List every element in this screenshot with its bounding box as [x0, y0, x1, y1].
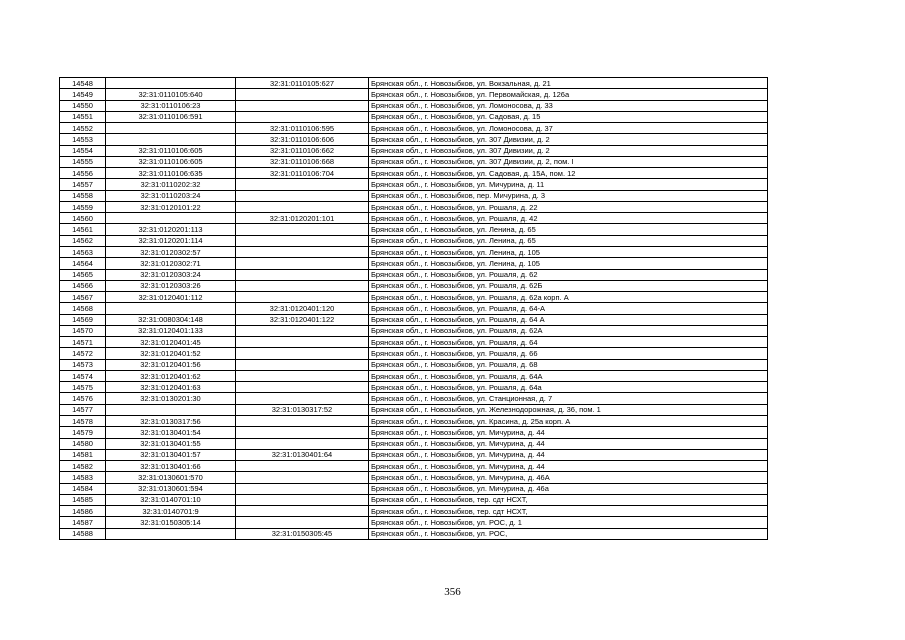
- address-cell: Брянская обл., г. Новозыбков, ул. Мичурина, д. 44: [369, 461, 768, 472]
- record-number-cell: 14573: [60, 359, 106, 370]
- cadastral-number-secondary-cell: [236, 280, 369, 291]
- cadastral-number-secondary-cell: [236, 179, 369, 190]
- cadastral-number-cell: 32:31:0120401:45: [106, 337, 236, 348]
- cadastral-number-cell: 32:31:0120401:62: [106, 370, 236, 381]
- records-table: [59, 77, 768, 540]
- cadastral-number-secondary-cell: [236, 461, 369, 472]
- cadastral-number-secondary-cell: [236, 292, 369, 303]
- cadastral-number-secondary-cell: 32:31:0110105:627: [236, 78, 369, 89]
- address-cell: Брянская обл., г. Новозыбков, ул. Первомайская, д. 126а: [369, 89, 768, 100]
- record-number-cell: 14572: [60, 348, 106, 359]
- table-row: [60, 134, 768, 145]
- record-number-cell: 14553: [60, 134, 106, 145]
- table-row: [60, 382, 768, 393]
- cadastral-number-cell: 32:31:0130401:55: [106, 438, 236, 449]
- address-cell: Брянская обл., г. Новозыбков, ул. Рошаля, д. 42: [369, 213, 768, 224]
- table-row: [60, 213, 768, 224]
- address-cell: Брянская обл., г. Новозыбков, ул. Мичурина, д. 44: [369, 438, 768, 449]
- record-number-cell: 14549: [60, 89, 106, 100]
- table-row: [60, 393, 768, 404]
- table-row: [60, 449, 768, 460]
- cadastral-number-cell: 32:31:0120201:114: [106, 235, 236, 246]
- cadastral-number-secondary-cell: [236, 246, 369, 257]
- cadastral-number-cell: 32:31:0120101:22: [106, 201, 236, 212]
- cadastral-number-secondary-cell: [236, 438, 369, 449]
- cadastral-number-cell: 32:31:0130401:66: [106, 461, 236, 472]
- table-row: [60, 415, 768, 426]
- cadastral-number-cell: 32:31:0110106:635: [106, 168, 236, 179]
- record-number-cell: 14565: [60, 269, 106, 280]
- cadastral-number-cell: 32:31:0130601:570: [106, 472, 236, 483]
- cadastral-number-secondary-cell: 32:31:0110106:704: [236, 168, 369, 179]
- cadastral-number-cell: 32:31:0140701:9: [106, 506, 236, 517]
- cadastral-number-cell: 32:31:0120303:24: [106, 269, 236, 280]
- record-number-cell: 14588: [60, 528, 106, 539]
- address-cell: Брянская обл., г. Новозыбков, ул. Рошаля, д. 64-А: [369, 303, 768, 314]
- cadastral-number-cell: [106, 78, 236, 89]
- cadastral-number-cell: 32:31:0120401:52: [106, 348, 236, 359]
- cadastral-number-cell: [106, 528, 236, 539]
- table-row: [60, 517, 768, 528]
- cadastral-number-secondary-cell: [236, 483, 369, 494]
- cadastral-number-secondary-cell: [236, 472, 369, 483]
- cadastral-number-cell: 32:31:0110106:605: [106, 156, 236, 167]
- address-cell: Брянская обл., г. Новозыбков, ул. РОС,: [369, 528, 768, 539]
- table-row: [60, 461, 768, 472]
- record-number-cell: 14561: [60, 224, 106, 235]
- page-number: 356: [444, 586, 461, 598]
- record-number-cell: 14575: [60, 382, 106, 393]
- address-cell: Брянская обл., г. Новозыбков, ул. Мичурина, д. 46А: [369, 472, 768, 483]
- table-row: [60, 179, 768, 190]
- address-cell: Брянская обл., г. Новозыбков, ул. РОС, д. 1: [369, 517, 768, 528]
- address-cell: Брянская обл., г. Новозыбков, ул. Ленина, д. 65: [369, 224, 768, 235]
- address-cell: Брянская обл., г. Новозыбков, ул. Рошаля, д. 64: [369, 337, 768, 348]
- address-cell: Брянская обл., г. Новозыбков, ул. Ленина, д. 65: [369, 235, 768, 246]
- record-number-cell: 14576: [60, 393, 106, 404]
- table-row: [60, 359, 768, 370]
- cadastral-number-secondary-cell: 32:31:0110106:595: [236, 123, 369, 134]
- cadastral-number-secondary-cell: [236, 190, 369, 201]
- record-number-cell: 14580: [60, 438, 106, 449]
- cadastral-number-secondary-cell: [236, 111, 369, 122]
- record-number-cell: 14571: [60, 337, 106, 348]
- cadastral-number-cell: 32:31:0140701:10: [106, 494, 236, 505]
- table-row: [60, 506, 768, 517]
- table-row: [60, 303, 768, 314]
- address-cell: Брянская обл., г. Новозыбков, ул. Рошаля, д. 66: [369, 348, 768, 359]
- record-number-cell: 14568: [60, 303, 106, 314]
- cadastral-number-secondary-cell: [236, 506, 369, 517]
- cadastral-number-secondary-cell: [236, 201, 369, 212]
- cadastral-number-secondary-cell: [236, 348, 369, 359]
- record-number-cell: 14556: [60, 168, 106, 179]
- cadastral-number-cell: 32:31:0110105:640: [106, 89, 236, 100]
- table-row: [60, 494, 768, 505]
- table-row: [60, 370, 768, 381]
- cadastral-number-cell: 32:31:0120401:63: [106, 382, 236, 393]
- cadastral-number-cell: 32:31:0110202:32: [106, 179, 236, 190]
- cadastral-number-cell: 32:31:0120302:71: [106, 258, 236, 269]
- address-cell: Брянская обл., г. Новозыбков, ул. 307 Дивизии, д. 2: [369, 134, 768, 145]
- table-row: [60, 123, 768, 134]
- cadastral-number-cell: 32:31:0110106:591: [106, 111, 236, 122]
- record-number-cell: 14560: [60, 213, 106, 224]
- cadastral-number-cell: 32:31:0110106:605: [106, 145, 236, 156]
- cadastral-number-cell: [106, 213, 236, 224]
- address-cell: Брянская обл., г. Новозыбков, ул. Садовая, д. 15А, пом. 12: [369, 168, 768, 179]
- address-cell: Брянская обл., г. Новозыбков, тер. сдт НСХТ,: [369, 506, 768, 517]
- record-number-cell: 14579: [60, 427, 106, 438]
- table-row: [60, 472, 768, 483]
- table-row: [60, 528, 768, 539]
- address-cell: Брянская обл., г. Новозыбков, ул. Ломоносова, д. 37: [369, 123, 768, 134]
- address-cell: Брянская обл., г. Новозыбков, ул. Рошаля, д. 22: [369, 201, 768, 212]
- address-cell: Брянская обл., г. Новозыбков, ул. Красина, д. 25а корп. А: [369, 415, 768, 426]
- cadastral-number-cell: 32:31:0130401:57: [106, 449, 236, 460]
- cadastral-number-secondary-cell: [236, 235, 369, 246]
- cadastral-number-secondary-cell: [236, 359, 369, 370]
- cadastral-number-secondary-cell: [236, 382, 369, 393]
- record-number-cell: 14566: [60, 280, 106, 291]
- cadastral-number-secondary-cell: [236, 494, 369, 505]
- cadastral-number-cell: 32:31:0130201:30: [106, 393, 236, 404]
- table-row: [60, 145, 768, 156]
- table-row: [60, 348, 768, 359]
- record-number-cell: 14569: [60, 314, 106, 325]
- cadastral-number-cell: 32:31:0130401:54: [106, 427, 236, 438]
- table-row: [60, 269, 768, 280]
- cadastral-number-cell: [106, 123, 236, 134]
- cadastral-number-secondary-cell: [236, 370, 369, 381]
- table-row: [60, 337, 768, 348]
- address-cell: Брянская обл., г. Новозыбков, ул. Рошаля, д. 64А: [369, 370, 768, 381]
- record-number-cell: 14551: [60, 111, 106, 122]
- address-cell: Брянская обл., г. Новозыбков, ул. Мичурина, д. 44: [369, 427, 768, 438]
- address-cell: Брянская обл., г. Новозыбков, ул. Рошаля, д. 62Б: [369, 280, 768, 291]
- address-cell: Брянская обл., г. Новозыбков, ул. Мичурина, д. 44: [369, 449, 768, 460]
- address-cell: Брянская обл., г. Новозыбков, ул. Ломоносова, д. 33: [369, 100, 768, 111]
- cadastral-number-secondary-cell: [236, 427, 369, 438]
- address-cell: Брянская обл., г. Новозыбков, ул. Рошаля, д. 64а: [369, 382, 768, 393]
- record-number-cell: 14583: [60, 472, 106, 483]
- cadastral-number-secondary-cell: 32:31:0110106:662: [236, 145, 369, 156]
- cadastral-number-cell: 32:31:0150305:14: [106, 517, 236, 528]
- cadastral-number-cell: 32:31:0120401:133: [106, 325, 236, 336]
- cadastral-number-secondary-cell: [236, 337, 369, 348]
- table-row: [60, 258, 768, 269]
- table-row: [60, 280, 768, 291]
- address-cell: Брянская обл., г. Новозыбков, ул. 307 Дивизии, д. 2: [369, 145, 768, 156]
- table-row: [60, 246, 768, 257]
- record-number-cell: 14567: [60, 292, 106, 303]
- record-number-cell: 14558: [60, 190, 106, 201]
- record-number-cell: 14584: [60, 483, 106, 494]
- record-number-cell: 14581: [60, 449, 106, 460]
- table-row: [60, 404, 768, 415]
- record-number-cell: 14555: [60, 156, 106, 167]
- table-row: [60, 100, 768, 111]
- cadastral-number-cell: 32:31:0120303:26: [106, 280, 236, 291]
- address-cell: Брянская обл., г. Новозыбков, ул. Мичурина, д. 46а: [369, 483, 768, 494]
- table-row: [60, 156, 768, 167]
- cadastral-number-secondary-cell: [236, 393, 369, 404]
- record-number-cell: 14563: [60, 246, 106, 257]
- address-cell: Брянская обл., г. Новозыбков, ул. Рошаля, д. 62: [369, 269, 768, 280]
- table-row: [60, 111, 768, 122]
- cadastral-number-cell: [106, 404, 236, 415]
- table-row: [60, 325, 768, 336]
- address-cell: Брянская обл., г. Новозыбков, ул. Рошаля, д. 64 А: [369, 314, 768, 325]
- table-row: [60, 201, 768, 212]
- table-row: [60, 314, 768, 325]
- cadastral-number-cell: 32:31:0130601:594: [106, 483, 236, 494]
- cadastral-number-secondary-cell: [236, 269, 369, 280]
- cadastral-number-cell: 32:31:0110106:23: [106, 100, 236, 111]
- address-cell: Брянская обл., г. Новозыбков, ул. Железнодорожная, д. 36, пом. 1: [369, 404, 768, 415]
- cadastral-number-cell: 32:31:0120201:113: [106, 224, 236, 235]
- address-cell: Брянская обл., г. Новозыбков, ул. 307 Дивизии, д. 2, пом. I: [369, 156, 768, 167]
- table-row: [60, 190, 768, 201]
- table-row: [60, 78, 768, 89]
- cadastral-number-cell: 32:31:0080304:148: [106, 314, 236, 325]
- table-row: [60, 438, 768, 449]
- table-row: [60, 483, 768, 494]
- cadastral-number-secondary-cell: [236, 325, 369, 336]
- cadastral-number-cell: 32:31:0110203:24: [106, 190, 236, 201]
- cadastral-number-secondary-cell: [236, 517, 369, 528]
- record-number-cell: 14574: [60, 370, 106, 381]
- record-number-cell: 14559: [60, 201, 106, 212]
- record-number-cell: 14577: [60, 404, 106, 415]
- cadastral-number-secondary-cell: 32:31:0120201:101: [236, 213, 369, 224]
- record-number-cell: 14557: [60, 179, 106, 190]
- cadastral-number-secondary-cell: 32:31:0130401:64: [236, 449, 369, 460]
- cadastral-number-secondary-cell: [236, 224, 369, 235]
- address-cell: Брянская обл., г. Новозыбков, ул. Садовая, д. 15: [369, 111, 768, 122]
- record-number-cell: 14562: [60, 235, 106, 246]
- address-cell: Брянская обл., г. Новозыбков, ул. Рошаля, д. 68: [369, 359, 768, 370]
- cadastral-number-secondary-cell: 32:31:0120401:120: [236, 303, 369, 314]
- record-number-cell: 14586: [60, 506, 106, 517]
- table-row: [60, 224, 768, 235]
- record-number-cell: 14578: [60, 415, 106, 426]
- cadastral-number-secondary-cell: 32:31:0110106:606: [236, 134, 369, 145]
- cadastral-number-secondary-cell: 32:31:0120401:122: [236, 314, 369, 325]
- table-row: [60, 168, 768, 179]
- cadastral-number-secondary-cell: [236, 258, 369, 269]
- cadastral-number-secondary-cell: [236, 415, 369, 426]
- records-table-body: [60, 78, 768, 540]
- record-number-cell: 14585: [60, 494, 106, 505]
- cadastral-number-secondary-cell: [236, 100, 369, 111]
- address-cell: Брянская обл., г. Новозыбков, ул. Станционная, д. 7: [369, 393, 768, 404]
- cadastral-number-secondary-cell: 32:31:0110106:668: [236, 156, 369, 167]
- record-number-cell: 14587: [60, 517, 106, 528]
- record-number-cell: 14570: [60, 325, 106, 336]
- cadastral-number-cell: 32:31:0120401:56: [106, 359, 236, 370]
- cadastral-number-cell: 32:31:0120401:112: [106, 292, 236, 303]
- address-cell: Брянская обл., г. Новозыбков, пер. Мичурина, д. 3: [369, 190, 768, 201]
- cadastral-number-cell: 32:31:0120302:57: [106, 246, 236, 257]
- cadastral-number-cell: [106, 303, 236, 314]
- record-number-cell: 14554: [60, 145, 106, 156]
- table-row: [60, 427, 768, 438]
- address-cell: Брянская обл., г. Новозыбков, ул. Вокзальная, д. 21: [369, 78, 768, 89]
- address-cell: Брянская обл., г. Новозыбков, ул. Мичурина, д. 11: [369, 179, 768, 190]
- address-cell: Брянская обл., г. Новозыбков, тер. сдт НСХТ,: [369, 494, 768, 505]
- record-number-cell: 14548: [60, 78, 106, 89]
- record-number-cell: 14552: [60, 123, 106, 134]
- cadastral-number-cell: 32:31:0130317:56: [106, 415, 236, 426]
- cadastral-number-secondary-cell: 32:31:0150305:45: [236, 528, 369, 539]
- address-cell: Брянская обл., г. Новозыбков, ул. Рошаля, д. 62А: [369, 325, 768, 336]
- cadastral-number-cell: [106, 134, 236, 145]
- record-number-cell: 14550: [60, 100, 106, 111]
- address-cell: Брянская обл., г. Новозыбков, ул. Рошаля, д. 62а корп. А: [369, 292, 768, 303]
- document-sheet: [59, 77, 768, 540]
- address-cell: Брянская обл., г. Новозыбков, ул. Ленина, д. 105: [369, 258, 768, 269]
- table-row: [60, 292, 768, 303]
- address-cell: Брянская обл., г. Новозыбков, ул. Ленина, д. 105: [369, 246, 768, 257]
- table-row: [60, 235, 768, 246]
- table-row: [60, 89, 768, 100]
- record-number-cell: 14564: [60, 258, 106, 269]
- cadastral-number-secondary-cell: 32:31:0130317:52: [236, 404, 369, 415]
- cadastral-number-secondary-cell: [236, 89, 369, 100]
- record-number-cell: 14582: [60, 461, 106, 472]
